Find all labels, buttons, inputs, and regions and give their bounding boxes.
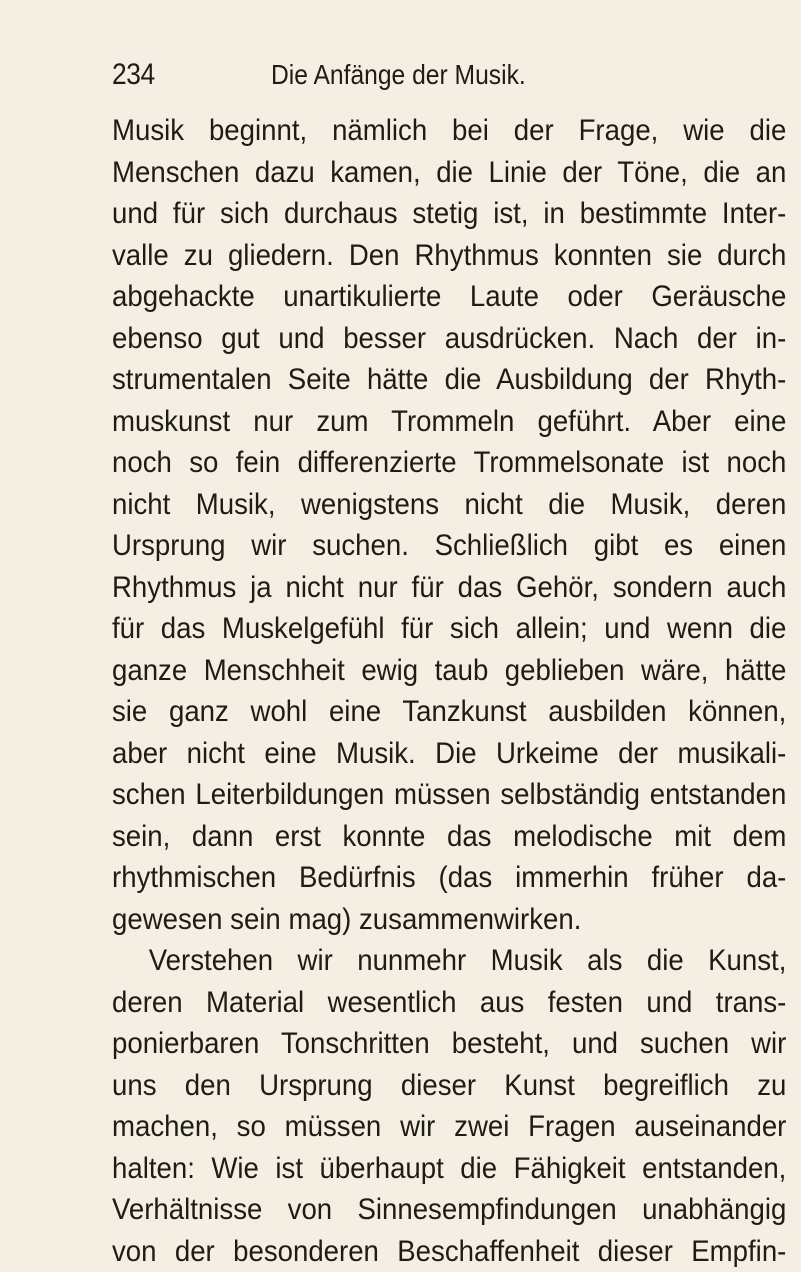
text-line: ponierbaren Tonschritten besteht, und suchen wir [112, 1023, 786, 1065]
paragraph-end-line: gewesen sein mag) zusammenwirken. [112, 899, 786, 941]
running-title: Die Anfänge der Musik. [271, 59, 526, 91]
text-line: machen, so müssen wir zwei Fragen auseinander [112, 1106, 786, 1148]
text-line: muskunst nur zum Trommeln geführt. Aber eine [112, 401, 786, 443]
text-line: uns den Ursprung dieser Kunst begreiflich zu [112, 1065, 786, 1107]
text-line: Menschen dazu kamen, die Linie der Töne, die an [112, 152, 786, 194]
paragraph-start-line: Verstehen wir nunmehr Musik als die Kunst, [112, 940, 786, 982]
text-line: aber nicht eine Musik. Die Urkeime der musikali- [112, 733, 786, 775]
text-line: und für sich durchaus stetig ist, in bestimmte Inter- [112, 193, 786, 235]
body-text [112, 110, 787, 1272]
text-line: ganze Menschheit ewig taub geblieben wäre, hätte [112, 650, 786, 692]
text-line: Verhältnisse von Sinnesempfindungen unabhängig [112, 1189, 786, 1231]
text-line: ebenso gut und besser ausdrücken. Nach der in- [112, 318, 786, 360]
page-header [112, 58, 772, 98]
text-line: sein, dann erst konnte das melodische mit dem [112, 816, 786, 858]
text-line: Musik beginnt, nämlich bei der Frage, wie die [112, 110, 786, 152]
text-line: valle zu gliedern. Den Rhythmus konnten sie durch [112, 235, 786, 277]
page-number: 234 [112, 58, 155, 92]
text-line: strumentalen Seite hätte die Ausbildung der Rhyth- [112, 359, 786, 401]
text-line: Ursprung wir suchen. Schließlich gibt es einen [112, 525, 786, 567]
text-line: abgehackte unartikulierte Laute oder Geräusche [112, 276, 786, 318]
text-line: für das Muskelgefühl für sich allein; und wenn die [112, 608, 786, 650]
text-line: noch so fein differenzierte Trommelsonate ist noch [112, 442, 786, 484]
text-line: nicht Musik, wenigstens nicht die Musik, deren [112, 484, 786, 526]
text-line: Rhythmus ja nicht nur für das Gehör, sondern auch [112, 567, 786, 609]
text-line: rhythmischen Bedürfnis (das immerhin früher da- [112, 857, 786, 899]
text-line: sie ganz wohl eine Tanzkunst ausbilden können, [112, 691, 786, 733]
text-line: schen Leiterbildungen müssen selbständig entstanden [112, 774, 786, 816]
text-line: halten: Wie ist überhaupt die Fähigkeit entstanden, [112, 1148, 786, 1190]
text-line: deren Material wesentlich aus festen und trans- [112, 982, 786, 1024]
text-line: von der besonderen Beschaffenheit dieser Empfin- [112, 1231, 786, 1272]
